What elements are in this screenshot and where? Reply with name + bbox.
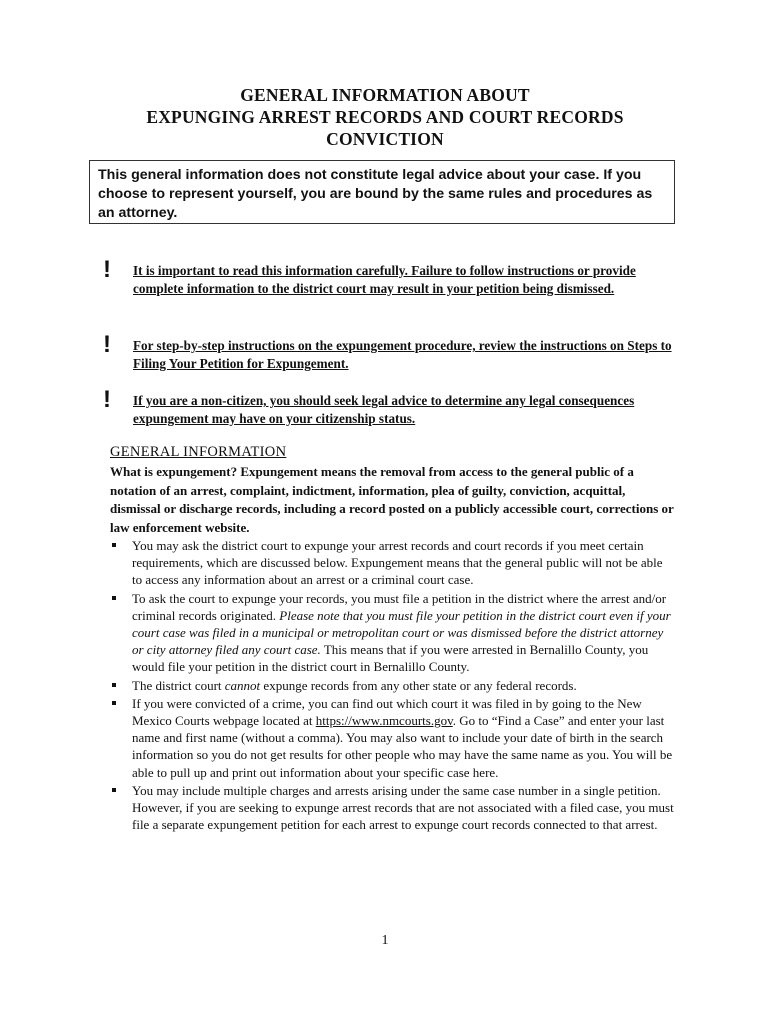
bullet-icon <box>112 543 116 547</box>
bullet-text: This means that if you were arrested in Bernalillo County, you would file your petition in the district court in Bernalillo County. <box>132 642 649 675</box>
bullet-text: You may include multiple charges and arrests arising under the same case number in a single petition. However, if you are seeking to expunge arrest records that are not associated with a filed case, you must file a separate expungement petition for each arrest to expunge court records connected to that arrest. <box>132 782 674 833</box>
bullet-text: . Go to “Find a Case” and enter your last name and first name (without a comma). You may also want to include your date of birth in the search information so you do not get results for other people who may have the same name as you. You will be able to pull up and print out information about your specific case here. <box>132 713 673 780</box>
warning-text: If you are a non-citizen, you should seek legal advice to determine any legal consequences expungement may have on your citizenship status. <box>133 393 635 426</box>
bullet-italic-text: Please note that you must file your petition in the district court even if your court case was filed in a municipal or metropolitan court or was dismissed before the district attorney or city attorney filed any court case. <box>132 607 671 658</box>
bullet-text: You may ask the district court to expunge your arrest records and court records if you meet certain requirements, which are discussed below. Expungement means that the general public will not be able to access any information about an arrest or a criminal court case. <box>132 538 663 588</box>
list-item <box>110 677 674 694</box>
bullet-text: expunge records from any other state or any federal records. <box>263 677 577 693</box>
document-title <box>100 84 670 150</box>
warning-text: For step-by-step instructions on the expungement procedure, review the instructions on Steps to Filing Your Petition for Expungement. <box>133 338 672 371</box>
legal-notice-box: This general information does not constitute legal advice about your case. If you choose to represent yourself, you are bound by the same rules and procedures as an attorney. <box>89 160 675 224</box>
bullet-icon <box>112 701 116 705</box>
list-item <box>110 782 674 834</box>
title-line-2: EXPUNGING ARREST RECORDS AND COURT RECORDS <box>146 107 624 127</box>
list-item <box>110 695 674 781</box>
warning-text: It is important to read this information carefully. Failure to follow instructions or provide complete information to the district court may result in your petition being dismissed. <box>133 263 636 296</box>
bullet-text: The district court <box>132 677 222 693</box>
exclamation-icon: ! <box>103 386 111 413</box>
list-item <box>110 537 674 589</box>
nmcourts-link[interactable]: https://www.nmcourts.gov <box>315 713 453 729</box>
bullet-icon <box>112 596 116 600</box>
section-heading: GENERAL INFORMATION <box>110 444 287 460</box>
bullet-text: To ask the court to expunge your records, you must file a petition in the district where the arrest and/or criminal records originated. <box>132 590 667 623</box>
list-item <box>110 590 674 676</box>
page-number: 1 <box>381 933 389 948</box>
bullet-text: If you were convicted of a crime, you can find out which court it was filed in by going to the New Mexico Courts webpage located at <box>132 695 642 729</box>
title-line-1: GENERAL INFORMATION ABOUT <box>240 85 530 105</box>
bullet-italic-text: cannot <box>224 677 261 693</box>
exclamation-icon: ! <box>103 256 111 283</box>
expungement-definition: What is expungement? Expungement means the removal from access to the general public of a notation of an arrest, complaint, indictment, information, plea of guilty, conviction, acquittal, dismissal or discharge records, including a record posted on a publicly accessible court, corrections or law enforcement website. <box>110 464 674 535</box>
bullet-icon <box>112 683 116 687</box>
title-line-3: CONVICTION <box>326 129 444 149</box>
bullet-icon <box>112 788 116 792</box>
exclamation-icon: ! <box>103 331 111 358</box>
info-bullet-list <box>110 537 674 834</box>
